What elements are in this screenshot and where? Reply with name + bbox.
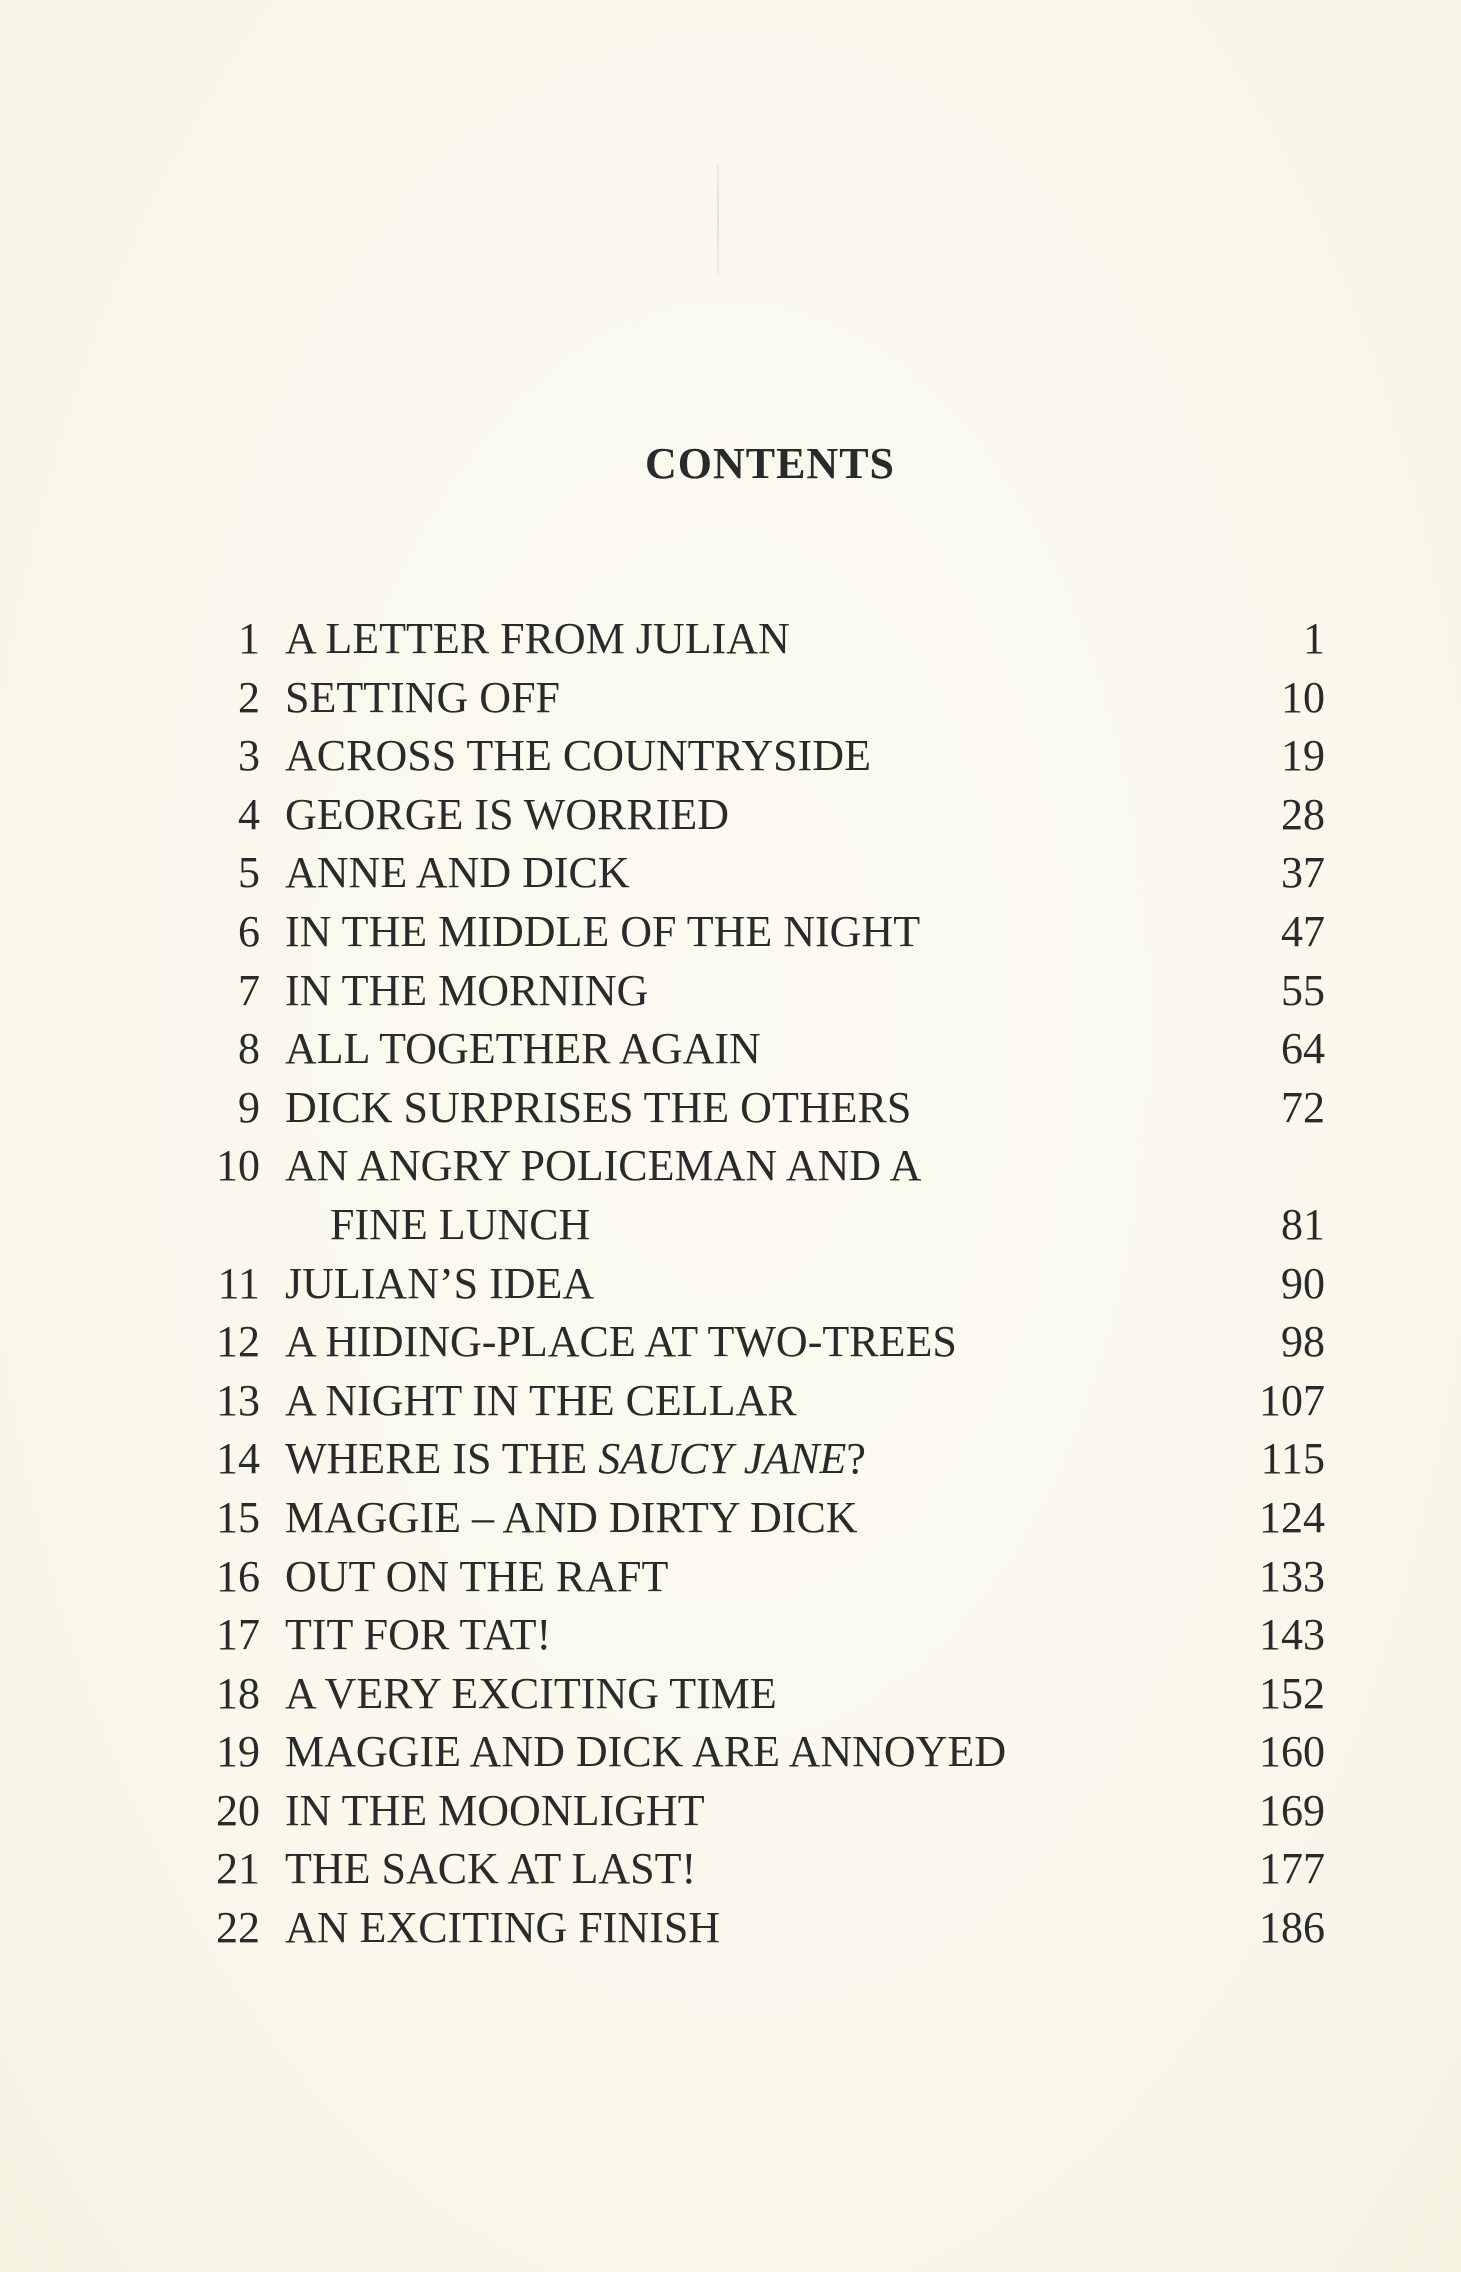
toc-entry [190, 1723, 1325, 1782]
chapter-number: 4 [238, 789, 260, 839]
chapter-title: SETTING OFF [285, 672, 561, 722]
toc-entry [190, 669, 1325, 728]
chapter-title: ACROSS THE COUNTRYSIDE [285, 731, 871, 781]
toc-entry [190, 1079, 1325, 1138]
toc-entry [190, 1137, 1325, 1196]
page-number: 169 [1259, 1785, 1325, 1835]
chapter-number: 9 [238, 1082, 260, 1132]
chapter-title-italic: SAUCY JANE [598, 1434, 847, 1484]
toc-entry [190, 1665, 1325, 1724]
chapter-number: 16 [216, 1551, 260, 1601]
chapter-title-continued: FINE LUNCH [330, 1199, 591, 1249]
chapter-number: 1 [238, 614, 260, 663]
chapter-number: 20 [216, 1785, 260, 1835]
page-number: 47 [1281, 906, 1325, 956]
toc-entry [190, 786, 1325, 845]
chapter-title: THE SACK AT LAST! [285, 1844, 697, 1894]
chapter-title: A HIDING-PLACE AT TWO-TREES [285, 1317, 957, 1367]
chapter-title: IN THE MORNING [285, 965, 649, 1015]
toc-entry [190, 962, 1325, 1021]
chapter-number: 8 [238, 1024, 260, 1074]
chapter-title: A VERY EXCITING TIME [285, 1668, 777, 1718]
chapter-title: IN THE MOONLIGHT [285, 1785, 705, 1835]
chapter-title: ANNE AND DICK [285, 848, 630, 898]
toc-entry [190, 1430, 1325, 1489]
chapter-number: 15 [216, 1492, 260, 1542]
chapter-number: 6 [238, 906, 260, 956]
page-number: 186 [1259, 1903, 1325, 1953]
chapter-title [285, 1430, 866, 1489]
page-number: 98 [1281, 1317, 1325, 1367]
page-number: 115 [1260, 1434, 1325, 1484]
toc-entry [190, 1782, 1325, 1841]
page-number: 64 [1281, 1024, 1325, 1074]
page-number: 72 [1281, 1082, 1325, 1132]
chapter-number: 12 [216, 1317, 260, 1367]
page-number: 28 [1281, 789, 1325, 839]
chapter-title: A NIGHT IN THE CELLAR [285, 1375, 797, 1425]
chapter-number: 10 [216, 1141, 260, 1191]
page-number: 143 [1259, 1610, 1325, 1660]
chapter-number: 5 [238, 848, 260, 898]
toc-entry [190, 844, 1325, 903]
page-number: 124 [1259, 1492, 1325, 1542]
toc-entry [190, 610, 1325, 669]
chapter-number: 2 [238, 672, 260, 722]
toc-entry [190, 727, 1325, 786]
page-number: 19 [1281, 731, 1325, 781]
chapter-number: 3 [238, 731, 260, 781]
toc-entry [190, 1548, 1325, 1607]
page-number: 133 [1259, 1551, 1325, 1601]
chapter-title-part: ? [846, 1434, 866, 1484]
toc-entry [190, 1489, 1325, 1548]
page-number: 160 [1259, 1727, 1325, 1777]
chapter-title: MAGGIE AND DICK ARE ANNOYED [285, 1727, 1007, 1777]
toc-entry [190, 1606, 1325, 1665]
page-number: 177 [1259, 1844, 1325, 1894]
toc-entry [190, 1255, 1325, 1314]
toc-entry [190, 1313, 1325, 1372]
chapter-number: 18 [216, 1668, 260, 1718]
page-number: 1 [1303, 614, 1325, 663]
chapter-title: A LETTER FROM JULIAN [285, 614, 790, 663]
chapter-title-part: WHERE IS THE [285, 1434, 599, 1484]
chapter-title: IN THE MIDDLE OF THE NIGHT [285, 906, 921, 956]
page-title: CONTENTS [644, 439, 896, 488]
toc-entry-continuation [190, 1196, 1325, 1255]
page-number: 107 [1259, 1375, 1325, 1425]
page-number: 152 [1259, 1668, 1325, 1718]
toc-entry [190, 903, 1325, 962]
toc-entry [190, 1899, 1325, 1958]
toc-entry [190, 1840, 1325, 1899]
chapter-title: AN ANGRY POLICEMAN AND A [285, 1141, 922, 1191]
scan-artifact [717, 165, 719, 275]
chapter-number: 14 [216, 1434, 260, 1484]
chapter-title: DICK SURPRISES THE OTHERS [285, 1082, 912, 1132]
chapter-number: 17 [216, 1610, 260, 1660]
chapter-title: AN EXCITING FINISH [285, 1903, 721, 1953]
chapter-number: 11 [217, 1258, 260, 1308]
page-number: 10 [1281, 672, 1325, 722]
toc-entry [190, 1372, 1325, 1431]
chapter-title: MAGGIE – AND DIRTY DICK [285, 1492, 858, 1542]
chapter-number: 21 [216, 1844, 260, 1894]
chapter-number: 7 [238, 965, 260, 1015]
chapter-number: 22 [216, 1903, 260, 1953]
chapter-title: ALL TOGETHER AGAIN [285, 1024, 761, 1074]
chapter-title: TIT FOR TAT! [285, 1610, 552, 1660]
toc-entry [190, 1020, 1325, 1079]
chapter-number: 13 [216, 1375, 260, 1425]
chapter-title: JULIAN’S IDEA [285, 1258, 595, 1308]
page-number: 55 [1281, 965, 1325, 1015]
page-number: 81 [1281, 1199, 1325, 1249]
chapter-title: GEORGE IS WORRIED [285, 789, 730, 839]
chapter-number: 19 [216, 1727, 260, 1777]
table-of-contents [190, 610, 1325, 1958]
chapter-title: OUT ON THE RAFT [285, 1551, 669, 1601]
page-number: 37 [1281, 848, 1325, 898]
page-number: 90 [1281, 1258, 1325, 1308]
